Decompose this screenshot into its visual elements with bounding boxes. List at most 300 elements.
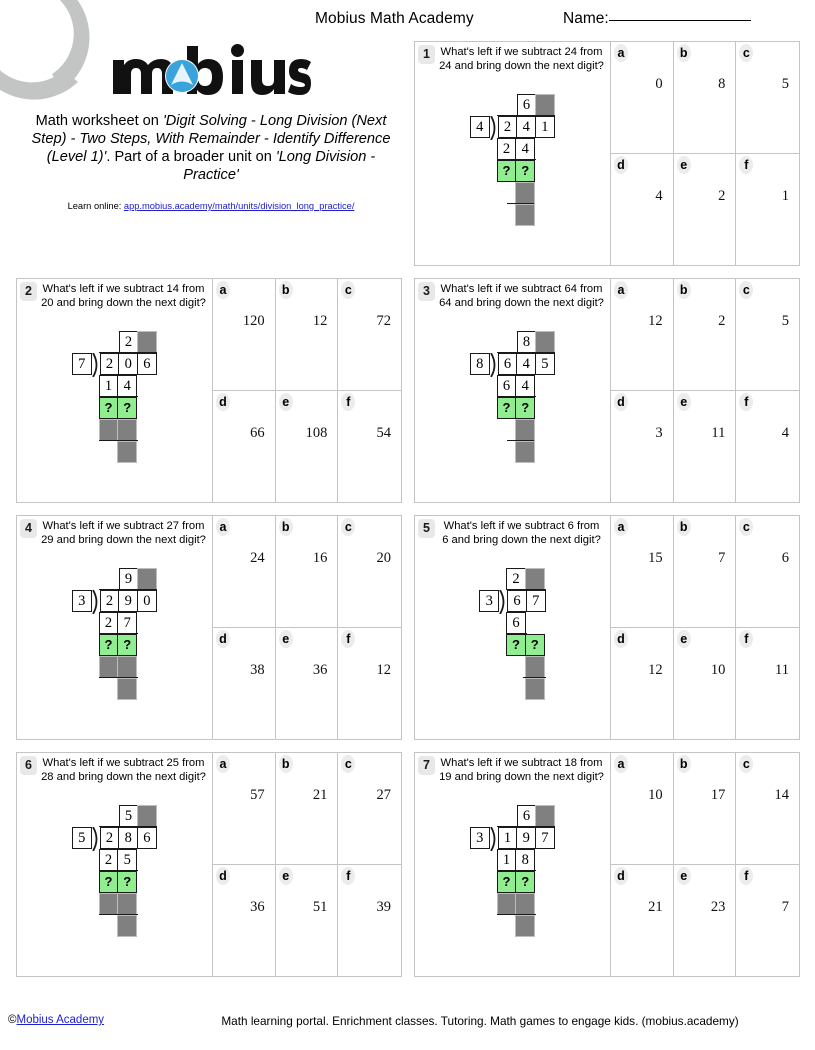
option-letter-badge: f (739, 867, 753, 885)
answer-option-d[interactable] (611, 391, 674, 502)
division-bracket (490, 116, 499, 138)
digit-cell: 7 (117, 612, 137, 634)
answer-option-d[interactable] (611, 154, 674, 265)
spacer-cell (498, 94, 518, 116)
option-letter-badge: c (739, 44, 753, 62)
placeholder-cell (535, 331, 555, 353)
answer-option-c[interactable] (338, 516, 401, 627)
digit-cell: 2 (497, 138, 517, 160)
problem-card (16, 752, 402, 977)
option-letter-badge: d (216, 867, 230, 885)
division-row (470, 915, 555, 937)
division-rule (99, 352, 157, 353)
spacer-cell (470, 419, 517, 441)
option-value: 51 (312, 899, 328, 915)
answer-option-c[interactable] (736, 753, 799, 864)
digit-cell: 6 (506, 612, 526, 634)
option-value: 14 (774, 787, 790, 803)
digit-cell: 8 (118, 827, 138, 849)
digit-cell: 2 (100, 590, 120, 612)
answer-cell[interactable]: ? (99, 634, 119, 656)
digit-cell: 2 (99, 849, 119, 871)
footer-copyright-link[interactable]: Mobius Academy (16, 1014, 105, 1026)
spacer-cell (72, 871, 100, 893)
option-letter-badge: e (677, 867, 691, 885)
answer-option-c[interactable] (338, 279, 401, 390)
option-letter-badge: b (279, 281, 293, 299)
division-row (72, 634, 157, 656)
division-rule (99, 633, 138, 634)
division-rule (99, 870, 138, 871)
problem-question-text: What's left if we subtract 64 from 64 and bring down the next digit? (439, 283, 604, 309)
spacer-cell (72, 634, 100, 656)
spacer-cell (479, 612, 507, 634)
option-letter-badge: b (677, 281, 691, 299)
answer-options-row (213, 865, 401, 976)
answer-options (611, 516, 799, 739)
answer-cell[interactable]: ? (117, 397, 137, 419)
option-letter-badge: c (341, 755, 355, 773)
division-rule (507, 440, 534, 441)
option-letter-badge: f (739, 156, 753, 174)
division-row (470, 331, 555, 353)
problem-question-text: What's left if we subtract 6 from 6 and bring down the next digit? (442, 520, 601, 546)
option-letter-badge: a (216, 281, 230, 299)
option-letter-badge: d (614, 867, 628, 885)
answer-option-d[interactable] (213, 628, 276, 739)
answer-option-b[interactable] (674, 516, 737, 627)
option-letter-badge: b (677, 44, 691, 62)
option-letter-badge: d (216, 630, 230, 648)
option-letter-badge: e (279, 630, 293, 648)
division-row (470, 204, 555, 226)
answer-option-f[interactable] (736, 154, 799, 265)
option-letter-badge: b (677, 518, 691, 536)
answer-cell[interactable]: ? (506, 634, 526, 656)
digit-cell: 1 (498, 827, 518, 849)
answer-option-f[interactable] (736, 391, 799, 502)
division-row (470, 871, 555, 893)
answer-option-e[interactable] (674, 154, 737, 265)
option-value: 0 (655, 76, 663, 92)
option-letter-badge: e (677, 630, 691, 648)
spacer-cell (72, 397, 100, 419)
digit-cell: 6 (137, 827, 157, 849)
problem-question-text: What's left if we subtract 24 from 24 and bring down the next digit? (439, 46, 604, 72)
division-row (72, 893, 157, 915)
option-value: 8 (718, 76, 726, 92)
placeholder-cell (515, 441, 535, 463)
problems-row (16, 515, 800, 740)
division-row (72, 397, 157, 419)
placeholder-cell (515, 893, 535, 915)
answer-option-e[interactable] (674, 391, 737, 502)
division-row (72, 419, 157, 441)
division-rule (506, 589, 545, 590)
footer-copyright (8, 1014, 104, 1026)
problem-card (414, 752, 800, 977)
division-row (470, 827, 555, 849)
answer-option-d[interactable] (611, 865, 674, 976)
digit-cell: 4 (515, 138, 535, 160)
option-letter-badge: c (341, 518, 355, 536)
division-bracket (490, 353, 499, 375)
option-letter-badge: b (279, 518, 293, 536)
spacer-cell (72, 849, 100, 871)
digit-cell: 4 (516, 353, 536, 375)
answer-options-row (611, 753, 799, 865)
answer-cell[interactable]: ? (497, 160, 517, 182)
answer-option-b[interactable] (674, 279, 737, 390)
option-letter-badge: b (677, 755, 691, 773)
long-division-diagram (17, 805, 212, 937)
division-row (470, 182, 555, 204)
long-division-body (72, 331, 157, 463)
problem-slot (16, 752, 402, 977)
placeholder-cell (515, 182, 535, 204)
problem-card (414, 278, 800, 503)
division-row (470, 849, 555, 871)
spacer-cell (72, 568, 100, 590)
division-rule (523, 677, 546, 678)
answer-option-a[interactable] (213, 516, 276, 627)
digit-cell: 2 (100, 827, 120, 849)
option-letter-badge: a (614, 44, 628, 62)
option-value: 20 (376, 550, 392, 566)
spacer-cell (72, 612, 100, 634)
answer-options-row (213, 628, 401, 739)
digit-cell: 6 (507, 590, 527, 612)
spacer-cell (72, 915, 119, 937)
placeholder-cell (137, 331, 157, 353)
division-row (470, 397, 555, 419)
division-row (479, 656, 545, 678)
option-value: 11 (711, 425, 726, 441)
option-value: 10 (710, 662, 726, 678)
division-row (72, 678, 157, 700)
option-value: 24 (250, 550, 265, 566)
option-letter-badge: d (614, 393, 628, 411)
division-row (479, 590, 545, 612)
division-rule (99, 677, 138, 678)
option-value: 12 (648, 313, 663, 329)
long-division-diagram (415, 805, 610, 937)
option-value: 12 (648, 662, 663, 678)
option-value: 15 (648, 550, 663, 566)
divisor-cell: 3 (72, 590, 92, 612)
answer-option-e[interactable] (674, 628, 737, 739)
placeholder-cell (525, 656, 545, 678)
answer-options-row (611, 279, 799, 391)
placeholder-cell (99, 893, 119, 915)
placeholder-cell (515, 204, 535, 226)
spacer-cell (470, 871, 498, 893)
option-value: 5 (781, 313, 790, 329)
option-value: 72 (376, 313, 392, 329)
answer-option-c[interactable] (338, 753, 401, 864)
answer-option-a[interactable] (611, 753, 674, 864)
digit-cell: 4 (516, 116, 536, 138)
digit-cell: 5 (119, 805, 139, 827)
digit-cell: 6 (497, 375, 517, 397)
answer-cell[interactable]: ? (117, 634, 137, 656)
division-row (479, 568, 545, 590)
division-row (72, 871, 157, 893)
division-rule (497, 396, 536, 397)
digit-cell: 6 (137, 353, 157, 375)
option-letter-badge: f (341, 393, 355, 411)
placeholder-cell (117, 441, 137, 463)
spacer-cell (72, 656, 100, 678)
option-letter-badge: d (216, 393, 230, 411)
division-rule (497, 115, 555, 116)
answer-option-a[interactable] (611, 516, 674, 627)
division-rule (497, 870, 536, 871)
divisor-cell: 4 (470, 116, 490, 138)
option-value: 36 (250, 899, 265, 915)
answer-options (611, 279, 799, 502)
digit-cell: 5 (535, 353, 555, 375)
answer-options (611, 42, 799, 265)
division-rule (99, 440, 138, 441)
answer-options (611, 753, 799, 976)
division-row (470, 160, 555, 182)
placeholder-cell (525, 568, 545, 590)
option-value: 10 (648, 787, 663, 803)
answer-option-c[interactable] (736, 279, 799, 390)
division-row (479, 634, 545, 656)
division-rule (99, 589, 157, 590)
option-value: 17 (710, 787, 726, 803)
long-division-diagram (415, 568, 610, 700)
answer-option-e[interactable] (276, 628, 339, 739)
name-blank-line[interactable] (609, 19, 751, 21)
long-division-body (470, 94, 555, 226)
spacer-cell (470, 849, 498, 871)
option-value: 39 (376, 899, 392, 915)
problem-slot (414, 278, 800, 503)
problem-prompt (415, 753, 611, 976)
answer-cell[interactable]: ? (515, 397, 535, 419)
division-rule (497, 914, 536, 915)
problem-prompt (17, 279, 213, 502)
answer-option-f[interactable] (736, 865, 799, 976)
division-bracket (490, 827, 499, 849)
long-division-body (72, 568, 157, 700)
option-value: 27 (376, 787, 392, 803)
digit-cell: 7 (526, 590, 546, 612)
division-rule (507, 203, 534, 204)
spacer-cell (470, 160, 498, 182)
digit-cell: 1 (497, 849, 517, 871)
answer-option-f[interactable] (736, 628, 799, 739)
spacer-cell (72, 441, 119, 463)
description-middle: . Part of a broader unit on (106, 149, 276, 165)
digit-cell: 1 (535, 116, 555, 138)
long-division-diagram (17, 331, 212, 463)
option-value: 6 (781, 550, 790, 566)
option-value: 66 (250, 425, 265, 441)
spacer-cell (470, 375, 498, 397)
division-rule (497, 826, 555, 827)
problem-slot (414, 41, 800, 266)
answer-cell[interactable]: ? (497, 871, 517, 893)
divisor-cell: 3 (470, 827, 490, 849)
digit-cell: 2 (498, 116, 518, 138)
description-topic: 'Digit Solving - Long Division (Next Step) - Two Steps, With Remainder - Identify Difference (Level 1)' (31, 113, 391, 165)
footer-tagline: Math learning portal. Enrichment classes. Tutoring. Math games to engage kids. (mobius.academy) (221, 1014, 739, 1028)
placeholder-cell (137, 805, 157, 827)
answer-option-a[interactable] (213, 753, 276, 864)
answer-options-row (213, 753, 401, 865)
answer-option-d[interactable] (213, 391, 276, 502)
answer-option-d[interactable] (611, 628, 674, 739)
option-value: 23 (710, 899, 726, 915)
option-letter-badge: f (739, 630, 753, 648)
option-value: 12 (376, 662, 392, 678)
option-letter-badge: e (279, 393, 293, 411)
problem-prompt (17, 753, 213, 976)
placeholder-cell (515, 915, 535, 937)
spacer-cell (470, 397, 498, 419)
option-value: 108 (305, 425, 328, 441)
spacer-cell (72, 893, 100, 915)
division-row (72, 590, 157, 612)
division-row (470, 419, 555, 441)
division-row (479, 678, 545, 700)
answer-option-f[interactable] (338, 628, 401, 739)
option-value: 11 (775, 662, 790, 678)
learn-online-link[interactable]: app.mobius.academy/math/units/division_long_practice/ (123, 201, 355, 211)
option-letter-badge: c (739, 281, 753, 299)
brand-title: Mobius Math Academy (315, 10, 474, 27)
division-row (72, 805, 157, 827)
problem-slot (16, 278, 402, 503)
digit-cell: 6 (517, 94, 537, 116)
placeholder-cell (117, 915, 137, 937)
answer-cell[interactable]: ? (99, 871, 119, 893)
problem-number-badge: 6 (20, 756, 37, 775)
problem-question-text: What's left if we subtract 27 from 29 and bring down the next digit? (41, 520, 206, 546)
answer-option-a[interactable] (213, 279, 276, 390)
answer-option-a[interactable] (611, 279, 674, 390)
spacer-cell (72, 805, 100, 827)
placeholder-cell (99, 656, 119, 678)
answer-option-f[interactable] (338, 865, 401, 976)
problem-number-badge: 2 (20, 282, 37, 301)
option-letter-badge: b (279, 755, 293, 773)
digit-cell: 6 (517, 805, 537, 827)
problems-row (16, 278, 800, 503)
spacer-cell (498, 805, 518, 827)
answer-option-b[interactable] (674, 753, 737, 864)
digit-cell: 6 (498, 353, 518, 375)
answer-cell[interactable]: ? (99, 397, 119, 419)
answer-option-b[interactable] (276, 753, 339, 864)
spacer-cell (479, 634, 507, 656)
problem-card (16, 278, 402, 503)
answer-options-row (213, 391, 401, 502)
answer-options-row (611, 865, 799, 976)
division-row (72, 656, 157, 678)
digit-cell: 2 (99, 612, 119, 634)
digit-cell: 0 (137, 590, 157, 612)
option-letter-badge: d (614, 630, 628, 648)
answer-option-e[interactable] (276, 391, 339, 502)
spacer-cell (72, 375, 100, 397)
division-rule (506, 633, 527, 634)
student-name-field[interactable] (563, 10, 751, 28)
division-row (479, 612, 545, 634)
spacer-cell (72, 419, 100, 441)
problems-grid (16, 41, 800, 989)
answer-cell[interactable]: ? (515, 871, 535, 893)
placeholder-cell (117, 656, 137, 678)
option-letter-badge: c (341, 281, 355, 299)
answer-option-b[interactable] (276, 516, 339, 627)
answer-cell[interactable]: ? (525, 634, 545, 656)
option-value: 57 (250, 787, 265, 803)
placeholder-cell (497, 893, 517, 915)
problem-number-badge: 3 (418, 282, 435, 301)
placeholder-cell (117, 893, 137, 915)
spacer-cell (479, 656, 526, 678)
answer-options-row (213, 516, 401, 628)
answer-cell[interactable]: ? (497, 397, 517, 419)
spacer-cell (470, 893, 498, 915)
division-row (72, 375, 157, 397)
division-row (470, 441, 555, 463)
division-row (72, 441, 157, 463)
option-letter-badge: a (614, 755, 628, 773)
problem-question-text: What's left if we subtract 14 from 20 and bring down the next digit? (41, 283, 206, 309)
spacer-cell (100, 568, 120, 590)
placeholder-cell (137, 568, 157, 590)
problem-number-badge: 4 (20, 519, 37, 538)
problem-prompt (415, 516, 611, 739)
division-rule (99, 914, 138, 915)
answer-option-d[interactable] (213, 865, 276, 976)
option-value: 2 (718, 313, 726, 329)
option-letter-badge: c (739, 755, 753, 773)
answer-option-b[interactable] (674, 42, 737, 153)
option-letter-badge: a (614, 281, 628, 299)
option-value: 36 (312, 662, 328, 678)
digit-cell: 8 (517, 331, 537, 353)
answer-cell[interactable]: ? (515, 160, 535, 182)
answer-cell[interactable]: ? (117, 871, 137, 893)
placeholder-cell (99, 419, 119, 441)
answer-option-b[interactable] (276, 279, 339, 390)
option-value: 2 (718, 188, 726, 204)
problems-row (16, 752, 800, 977)
problem-slot (414, 752, 800, 977)
answer-option-f[interactable] (338, 391, 401, 502)
option-value: 120 (242, 313, 265, 329)
answer-option-c[interactable] (736, 42, 799, 153)
answer-option-c[interactable] (736, 516, 799, 627)
learn-online-label: Learn online: (67, 201, 124, 211)
spacer-cell (479, 678, 526, 700)
answer-options-row (611, 516, 799, 628)
answer-option-e[interactable] (276, 865, 339, 976)
answer-options-row (611, 391, 799, 502)
option-letter-badge: a (614, 518, 628, 536)
long-division-body (470, 331, 555, 463)
answer-option-a[interactable] (611, 42, 674, 153)
long-division-body (479, 568, 545, 700)
answer-option-e[interactable] (674, 865, 737, 976)
